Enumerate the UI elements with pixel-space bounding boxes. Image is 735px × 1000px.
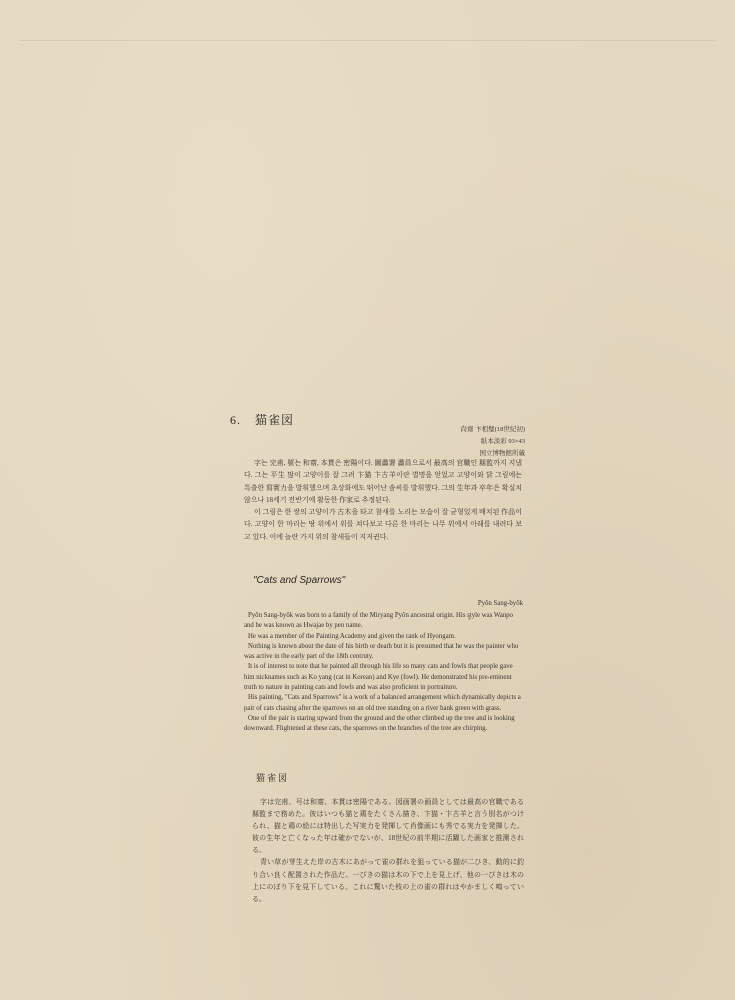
- english-paragraph: Pyŏn Sang-byŏk was born to a family of the Miryang Pyŏn ancestral origin. His style was Wanpo and he was known as Hwajae by pen name.: [244, 612, 513, 630]
- english-author: Pyŏn Sang-byŏk: [477, 600, 523, 607]
- korean-paragraph: 이 그림은 한 쌍의 고양이가 古木을 타고 참새를 노리는 모습이 잘 균형있게 배치된 作品이다. 고양이 한 마리는 땅 위에서 위를 쳐다보고 다른 한 마리는 나무 위에서 아래를 내려다 보고 있다. 이에 놀란 가지 위의 참새들이 지저귄다.: [244, 508, 522, 541]
- english-paragraph: One of the pair is staring upward from the ground and the other climbed up the tree and is looking downward. Flightened at these cats, the sparrows on the branches of the tree are chirping.: [244, 714, 515, 733]
- section-number: 6.: [230, 413, 241, 427]
- meta-artist: 尙齋 卞相璧(18世紀初): [460, 426, 525, 433]
- meta-medium: 紙本淡彩 93×43: [480, 438, 525, 445]
- english-description: [244, 607, 524, 735]
- english-paragraph: It is of interest to note that he painted all through his life so many cats and fowls that people gave him nicknames such as Ko yang (cat in Korean) and Kye (fowl). He demonstrated his pre-eminent truth to nature in painting cats and fowls and was also proficient in portraiture.: [244, 663, 513, 692]
- artwork-meta: [461, 424, 525, 460]
- english-paragraph: Nothing is known about the date of his birth or death but it is presumed that he was the painter who was active in the early part of the 18th centruty.: [244, 642, 519, 661]
- meta-collection: 国立博物館所蔵: [479, 450, 525, 457]
- japanese-title: 猫雀図: [256, 773, 290, 783]
- english-title: "Cats and Sparrows": [253, 575, 346, 586]
- korean-paragraph: 字는 完甫, 號는 和齋, 本貫은 密陽이다. 圖畵署 畵員으로서 最高의 官職인 縣監까지 지냈다. 그는 平生 많이 고양이를 잘 그려 卞猫 卞古羊이란 별명을 얻었고 고양이와 닭 그림에는 특출한 寫實力을 발휘했으며 초상화에도 뛰어난 솜씨를 발휘했다. 그의 生年과 卒年은 확실치 않으나 18세기 전반기에 활동한 作家로 추정된다.: [244, 459, 522, 504]
- ink-speck: [468, 617, 471, 620]
- section-heading: [230, 411, 294, 428]
- section-title: 猫雀図: [255, 413, 295, 427]
- paper-fold-line: [20, 40, 715, 41]
- japanese-paragraph: 字は完甫、号は和齋、本貫は密陽である。図画署の画員としては最高の官職である縣監まで務めた。彼はいつも猫と鶏をたくさん描き、卞猫・卞古羊と言う別名がつけられ、猫と鶏の絵には特出した写実力を発揮して肖像画にも秀でる実力を発揮した。彼の生年と亡くなった年は確かでないが、18世紀の前半期に活躍した画家と推測される。: [252, 798, 524, 855]
- japanese-paragraph: 青い草が芽生えた岸の古木にあがって雀の群れを狙っている猫が二ひき、動的に釣り合い良く配置された作品だ。一ぴきの猫は木の下で上を見上げ、他の一ぴきは木の上にのぼり下を見下している。これに驚いた枝の上の雀の群れはやかましく鳴っている。: [252, 858, 524, 903]
- korean-description: [244, 457, 522, 543]
- japanese-description: [252, 796, 524, 905]
- english-paragraph: His painting, "Cats and Sparrows" is a work of a balanced arrangement which dynamically depicts a pair of cats chasing after the sparrows on an old tree standing on a river bank green with grass.: [244, 694, 521, 712]
- english-paragraph: He was a member of the Painting Academy and given the rank of Hyongam.: [248, 632, 456, 640]
